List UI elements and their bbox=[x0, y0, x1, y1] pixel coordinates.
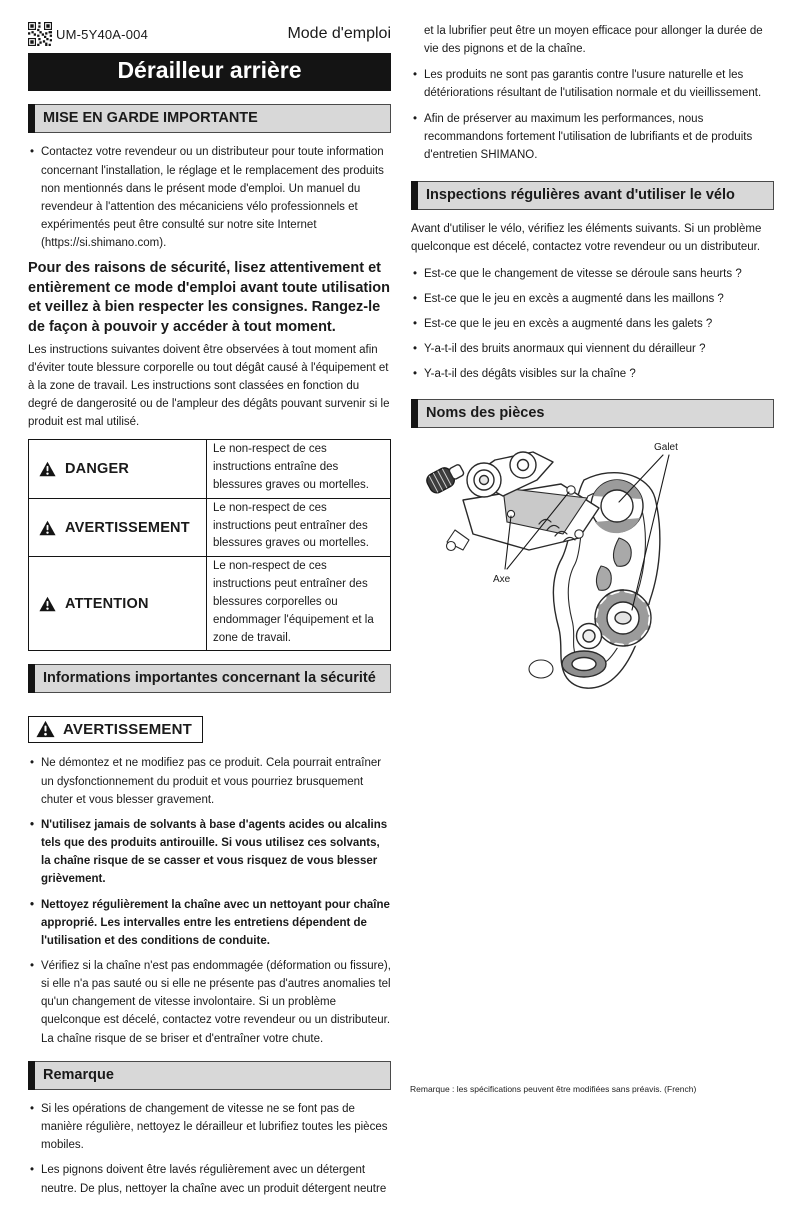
warning-notice-bullets bbox=[28, 143, 391, 252]
note-right-bullets bbox=[411, 66, 774, 164]
document-type: Mode d'emploi bbox=[287, 25, 391, 42]
hazard-description: Le non-respect de ces instructions entraîne des blessures graves ou mortelles. bbox=[207, 440, 391, 498]
heading-accent-bar bbox=[28, 104, 35, 133]
heading-accent-bar bbox=[411, 181, 418, 210]
footer-note: Remarque : les spécifications peuvent être modifiées sans préavis. (French) bbox=[410, 1084, 697, 1094]
section-heading-informations-securite bbox=[28, 664, 391, 693]
section-heading-remarque bbox=[28, 1061, 391, 1090]
list-item: • Vérifiez si la chaîne n'est pas endommagée (déformation ou fissure), si elle n'a pas sauté ou si elle ne présente pas d'autres anomalies tel qu'un changement de vitesse involontaire. Si un problème quelconque est décelé, contactez votre revendeur ou un distributeur. La chaîne risque de se briser et d'entraîner votre chute. bbox=[28, 957, 391, 1048]
warning-triangle-icon bbox=[36, 720, 55, 738]
section-heading-noms-des-pieces bbox=[411, 399, 774, 428]
list-item: • Y-a-t-il des dégâts visibles sur la chaîne ? bbox=[411, 365, 774, 383]
hazard-level-table bbox=[28, 439, 391, 651]
warning-triangle-icon bbox=[39, 520, 56, 536]
note-continuation-paragraph: et la lubrifier peut être un moyen efficace pour allonger la durée de vie des pignons et de la chaîne. bbox=[424, 25, 763, 56]
table-row bbox=[29, 498, 391, 556]
heading-accent-bar bbox=[411, 399, 418, 428]
heading-text: Inspections régulières avant d'utiliser le vélo bbox=[418, 181, 774, 210]
hazard-description: Le non-respect de ces instructions peut entraîner des blessures corporelles ou endommager l'équipement et la zone de travail. bbox=[207, 557, 391, 651]
list-item: • Est-ce que le changement de vitesse se déroule sans heurts ? bbox=[411, 265, 774, 283]
left-column bbox=[28, 22, 391, 1205]
heading-text: Informations importantes concernant la sécurité bbox=[35, 664, 391, 693]
document-header bbox=[28, 22, 391, 46]
list-item: • Contactez votre revendeur ou un distributeur pour toute information concernant l'installation, le réglage et le remplacement des produits non mentionnés dans le présent mode d'emploi. Un manuel du revendeur à l'attention des mécaniciens vélo professionnels et expérimentés peut être consulté sur notre site Internet (https://si.shimano.com). bbox=[28, 143, 391, 252]
list-item: • Les pignons doivent être lavés régulièrement avec un détergent neutre. De plus, nettoyer la chaîne avec un produit détergent neutre bbox=[28, 1161, 391, 1197]
section-heading-mise-en-garde bbox=[28, 104, 391, 133]
hazard-description: Le non-respect de ces instructions peut entraîner des blessures graves ou mortelles. bbox=[207, 498, 391, 556]
avertissement-box bbox=[28, 716, 203, 743]
heading-accent-bar bbox=[28, 664, 35, 693]
inspection-bullets bbox=[411, 265, 774, 384]
list-item: • N'utilisez jamais de solvants à base d'agents acides ou alcalins tels que des produits antirouille. Si vous utilisez ces solvants, la chaîne risque de se casser et vous risquez de vous blesser grièvement. bbox=[28, 816, 391, 889]
list-item: • Afin de préserver au maximum les performances, nous recommandons fortement l'utilisation de lubrifiants et de produits d'entretien SHIMANO. bbox=[411, 110, 774, 164]
hazard-label: ATTENTION bbox=[65, 595, 149, 612]
heading-text: Noms des pièces bbox=[418, 399, 774, 428]
table-row bbox=[29, 440, 391, 498]
avertissement-label: AVERTISSEMENT bbox=[63, 720, 193, 738]
list-item: • Si les opérations de changement de vitesse ne se font pas de manière régulière, nettoyez le dérailleur et lubrifiez toutes les pièces mobiles. bbox=[28, 1100, 391, 1154]
list-item: • Y-a-t-il des bruits anormaux qui viennent du dérailleur ? bbox=[411, 340, 774, 358]
list-item: • Ne démontez et ne modifiez pas ce produit. Cela pourrait entraîner un dysfonctionnement du produit et vous pourriez brusquement chuter et vous blesser gravement. bbox=[28, 754, 391, 808]
page-title: Dérailleur arrière bbox=[28, 53, 391, 91]
hazard-label: DANGER bbox=[65, 461, 130, 478]
derailleur-diagram bbox=[411, 438, 774, 735]
safety-bullets bbox=[28, 754, 391, 1047]
section-heading-inspections bbox=[411, 181, 774, 210]
list-item: • Est-ce que le jeu en excès a augmenté dans les maillons ? bbox=[411, 290, 774, 308]
hazard-label: AVERTISSEMENT bbox=[65, 519, 190, 536]
table-row bbox=[29, 557, 391, 651]
inspection-intro-paragraph: Avant d'utiliser le vélo, vérifiez les éléments suivants. Si un problème quelconque est décelé, contactez votre revendeur ou un distributeur. bbox=[411, 223, 762, 254]
note-bullets bbox=[28, 1100, 391, 1198]
warning-triangle-icon bbox=[39, 461, 56, 477]
heading-accent-bar bbox=[28, 1061, 35, 1090]
document-code: UM-5Y40A-004 bbox=[56, 26, 148, 42]
warning-triangle-icon bbox=[39, 596, 56, 612]
heading-text: MISE EN GARDE IMPORTANTE bbox=[35, 104, 391, 133]
qr-code-icon bbox=[28, 22, 52, 46]
instructions-intro-paragraph: Les instructions suivantes doivent être observées à tout moment afin d'éviter toute blessure corporelle ou tout dégât causé à l'équipement et à la zone de travail. Les instructions sont classées en fonction du degré de dangerosité ou de l'ampleur des dégâts pouvant survenir si le produit est mal utilisé. bbox=[28, 343, 390, 429]
list-item: • Est-ce que le jeu en excès a augmenté dans les galets ? bbox=[411, 315, 774, 333]
label-galet: Galet bbox=[654, 442, 678, 454]
heading-text: Remarque bbox=[35, 1061, 391, 1090]
safety-lead-paragraph: Pour des raisons de sécurité, lisez attentivement et entièrement ce mode d'emploi avant toute utilisation et veillez à bien respecter les consignes. Rangez-le de façon à pouvoir y accéder à tout moment. bbox=[28, 260, 390, 336]
right-column bbox=[411, 22, 774, 1205]
derailleur-illustration bbox=[411, 438, 756, 730]
list-item: • Les produits ne sont pas garantis contre l'usure naturelle et les détériorations résultant de l'utilisation normale et du vieillissement. bbox=[411, 66, 774, 102]
list-item: • Nettoyez régulièrement la chaîne avec un nettoyant pour chaîne approprié. Les intervalles entre les entretiens dépendent de l'utilisation et des conditions de conduite. bbox=[28, 896, 391, 950]
label-axe: Axe bbox=[493, 574, 511, 586]
